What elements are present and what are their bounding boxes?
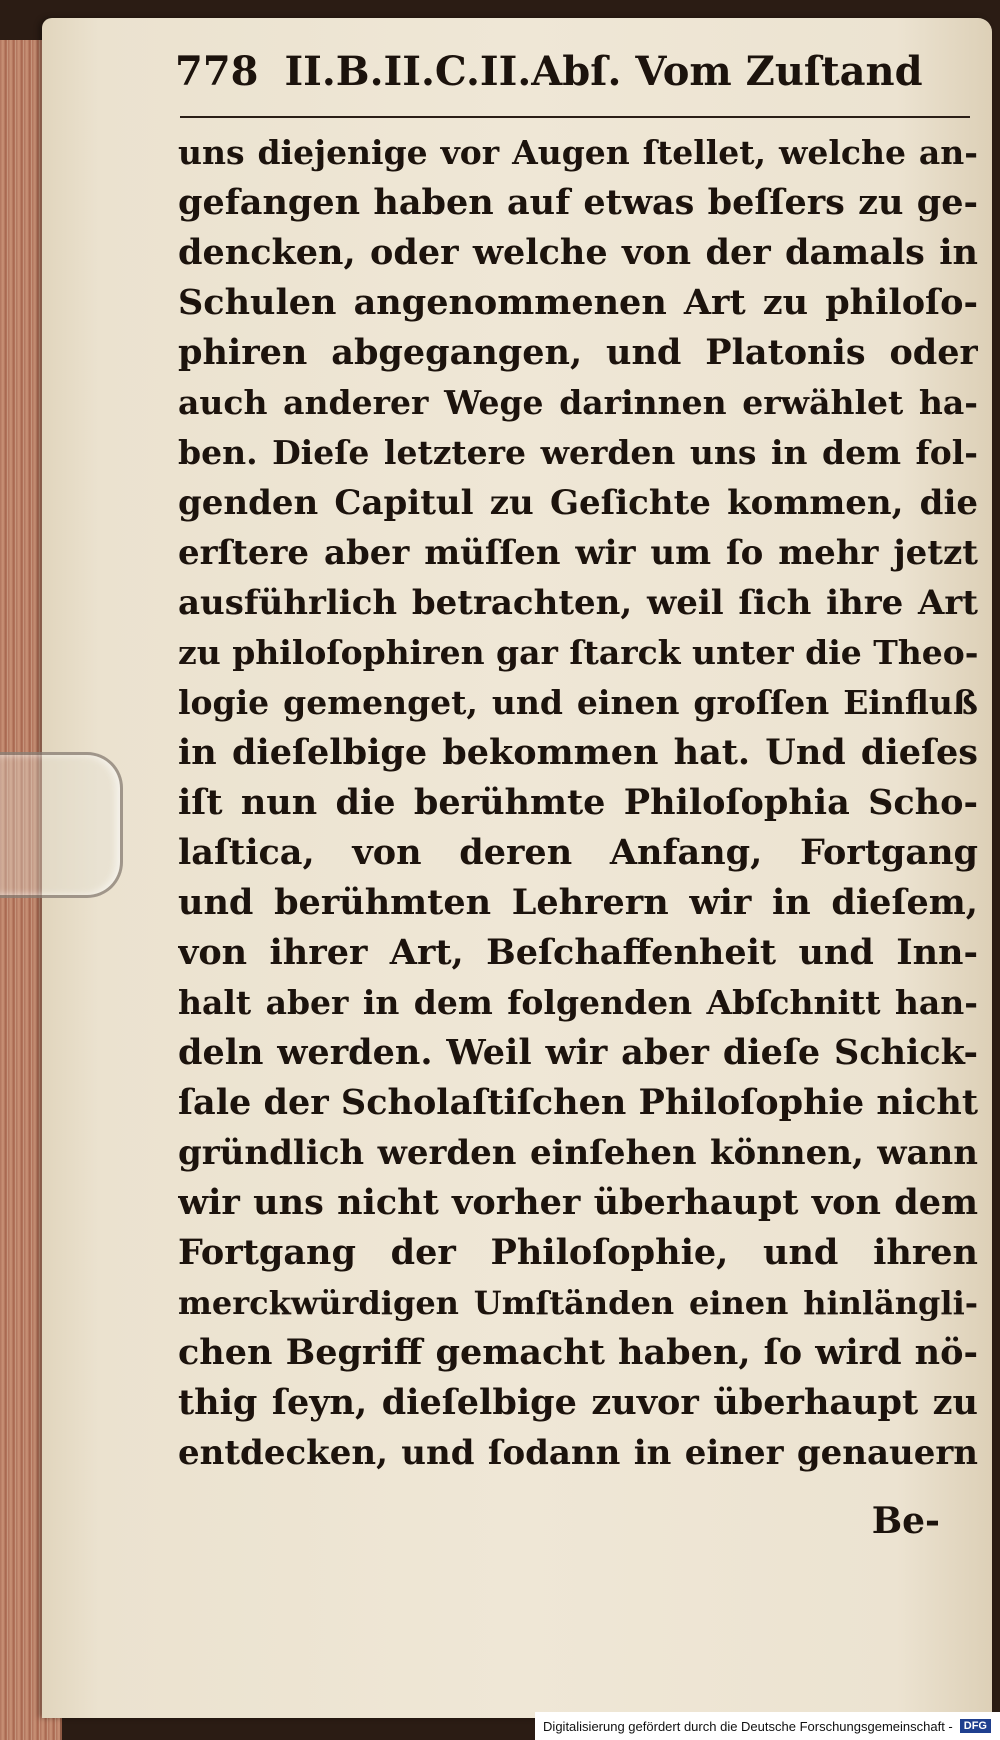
catchword: Be- <box>871 1500 940 1542</box>
text-line: in dieſelbige bekommen hat. Und dieſes <box>178 732 978 773</box>
text-line: zu philoſophiren gar ſtarck unter die Theo- <box>178 633 978 672</box>
text-line: logie gemenget, und einen groſſen Einfluß <box>178 683 978 722</box>
running-title: II.B.II.C.II.Abſ. Vom Zuſtand <box>284 48 923 95</box>
text-line: gefangen haben auf etwas beſſers zu ge- <box>178 182 978 223</box>
text-line: Fortgang der Philoſophie, und ihren <box>178 1232 978 1273</box>
text-line: thig ſeyn, dieſelbige zuvor überhaupt zu <box>178 1382 978 1423</box>
text-line: ben. Dieſe letztere werden uns in dem fol- <box>178 433 978 472</box>
text-line: von ihrer Art, Beſchaffenheit und Inn- <box>178 932 978 973</box>
text-line: entdecken, und ſodann in einer genauern <box>178 1433 978 1473</box>
text-line: gründlich werden einſehen können, wann <box>178 1133 978 1173</box>
text-line: deln werden. Weil wir aber dieſe Schick- <box>178 1032 978 1073</box>
text-line: uns diejenige vor Augen ſtellet, welche an- <box>178 133 978 172</box>
text-line: iſt nun die berühmte Philoſophia Scho- <box>178 782 978 823</box>
page-number: 778 <box>175 48 259 95</box>
page-clip <box>0 752 123 898</box>
dfg-logo: DFG <box>959 1718 992 1734</box>
text-line: erſtere aber müſſen wir um ſo mehr jetzt <box>178 533 978 573</box>
text-line: merckwürdigen Umſtänden einen hinlängli- <box>178 1284 978 1322</box>
header-rule <box>180 116 970 118</box>
text-line: Schulen angenommenen Art zu philoſo- <box>178 282 978 323</box>
footer-text: Digitalisierung gefördert durch die Deutsche Forschungsgemeinschaft - <box>543 1718 953 1734</box>
body-text <box>178 128 978 1478</box>
digitization-footer <box>535 1712 1000 1740</box>
text-line: auch anderer Wege darinnen erwählet ha- <box>178 383 978 422</box>
text-line: und berühmten Lehrern wir in dieſem, <box>178 882 978 923</box>
text-line: ausführlich betrachten, weil ſich ihre Art <box>178 583 978 623</box>
running-header <box>175 48 975 118</box>
text-line: genden Capitul zu Geſichte kommen, die <box>178 483 978 523</box>
text-line: wir uns nicht vorher überhaupt von dem <box>178 1182 978 1223</box>
text-line: chen Begriff gemacht haben, ſo wird nö- <box>178 1332 978 1373</box>
text-line: phiren abgegangen, und Platonis oder <box>178 332 978 373</box>
text-line: halt aber in dem folgenden Abſchnitt han- <box>178 983 978 1022</box>
text-line: ſale der Scholaſtiſchen Philoſophie nicht <box>178 1082 978 1123</box>
text-line: dencken, oder welche von der damals in <box>178 232 978 273</box>
text-line: laſtica, von deren Anfang, Fortgang <box>178 832 978 873</box>
